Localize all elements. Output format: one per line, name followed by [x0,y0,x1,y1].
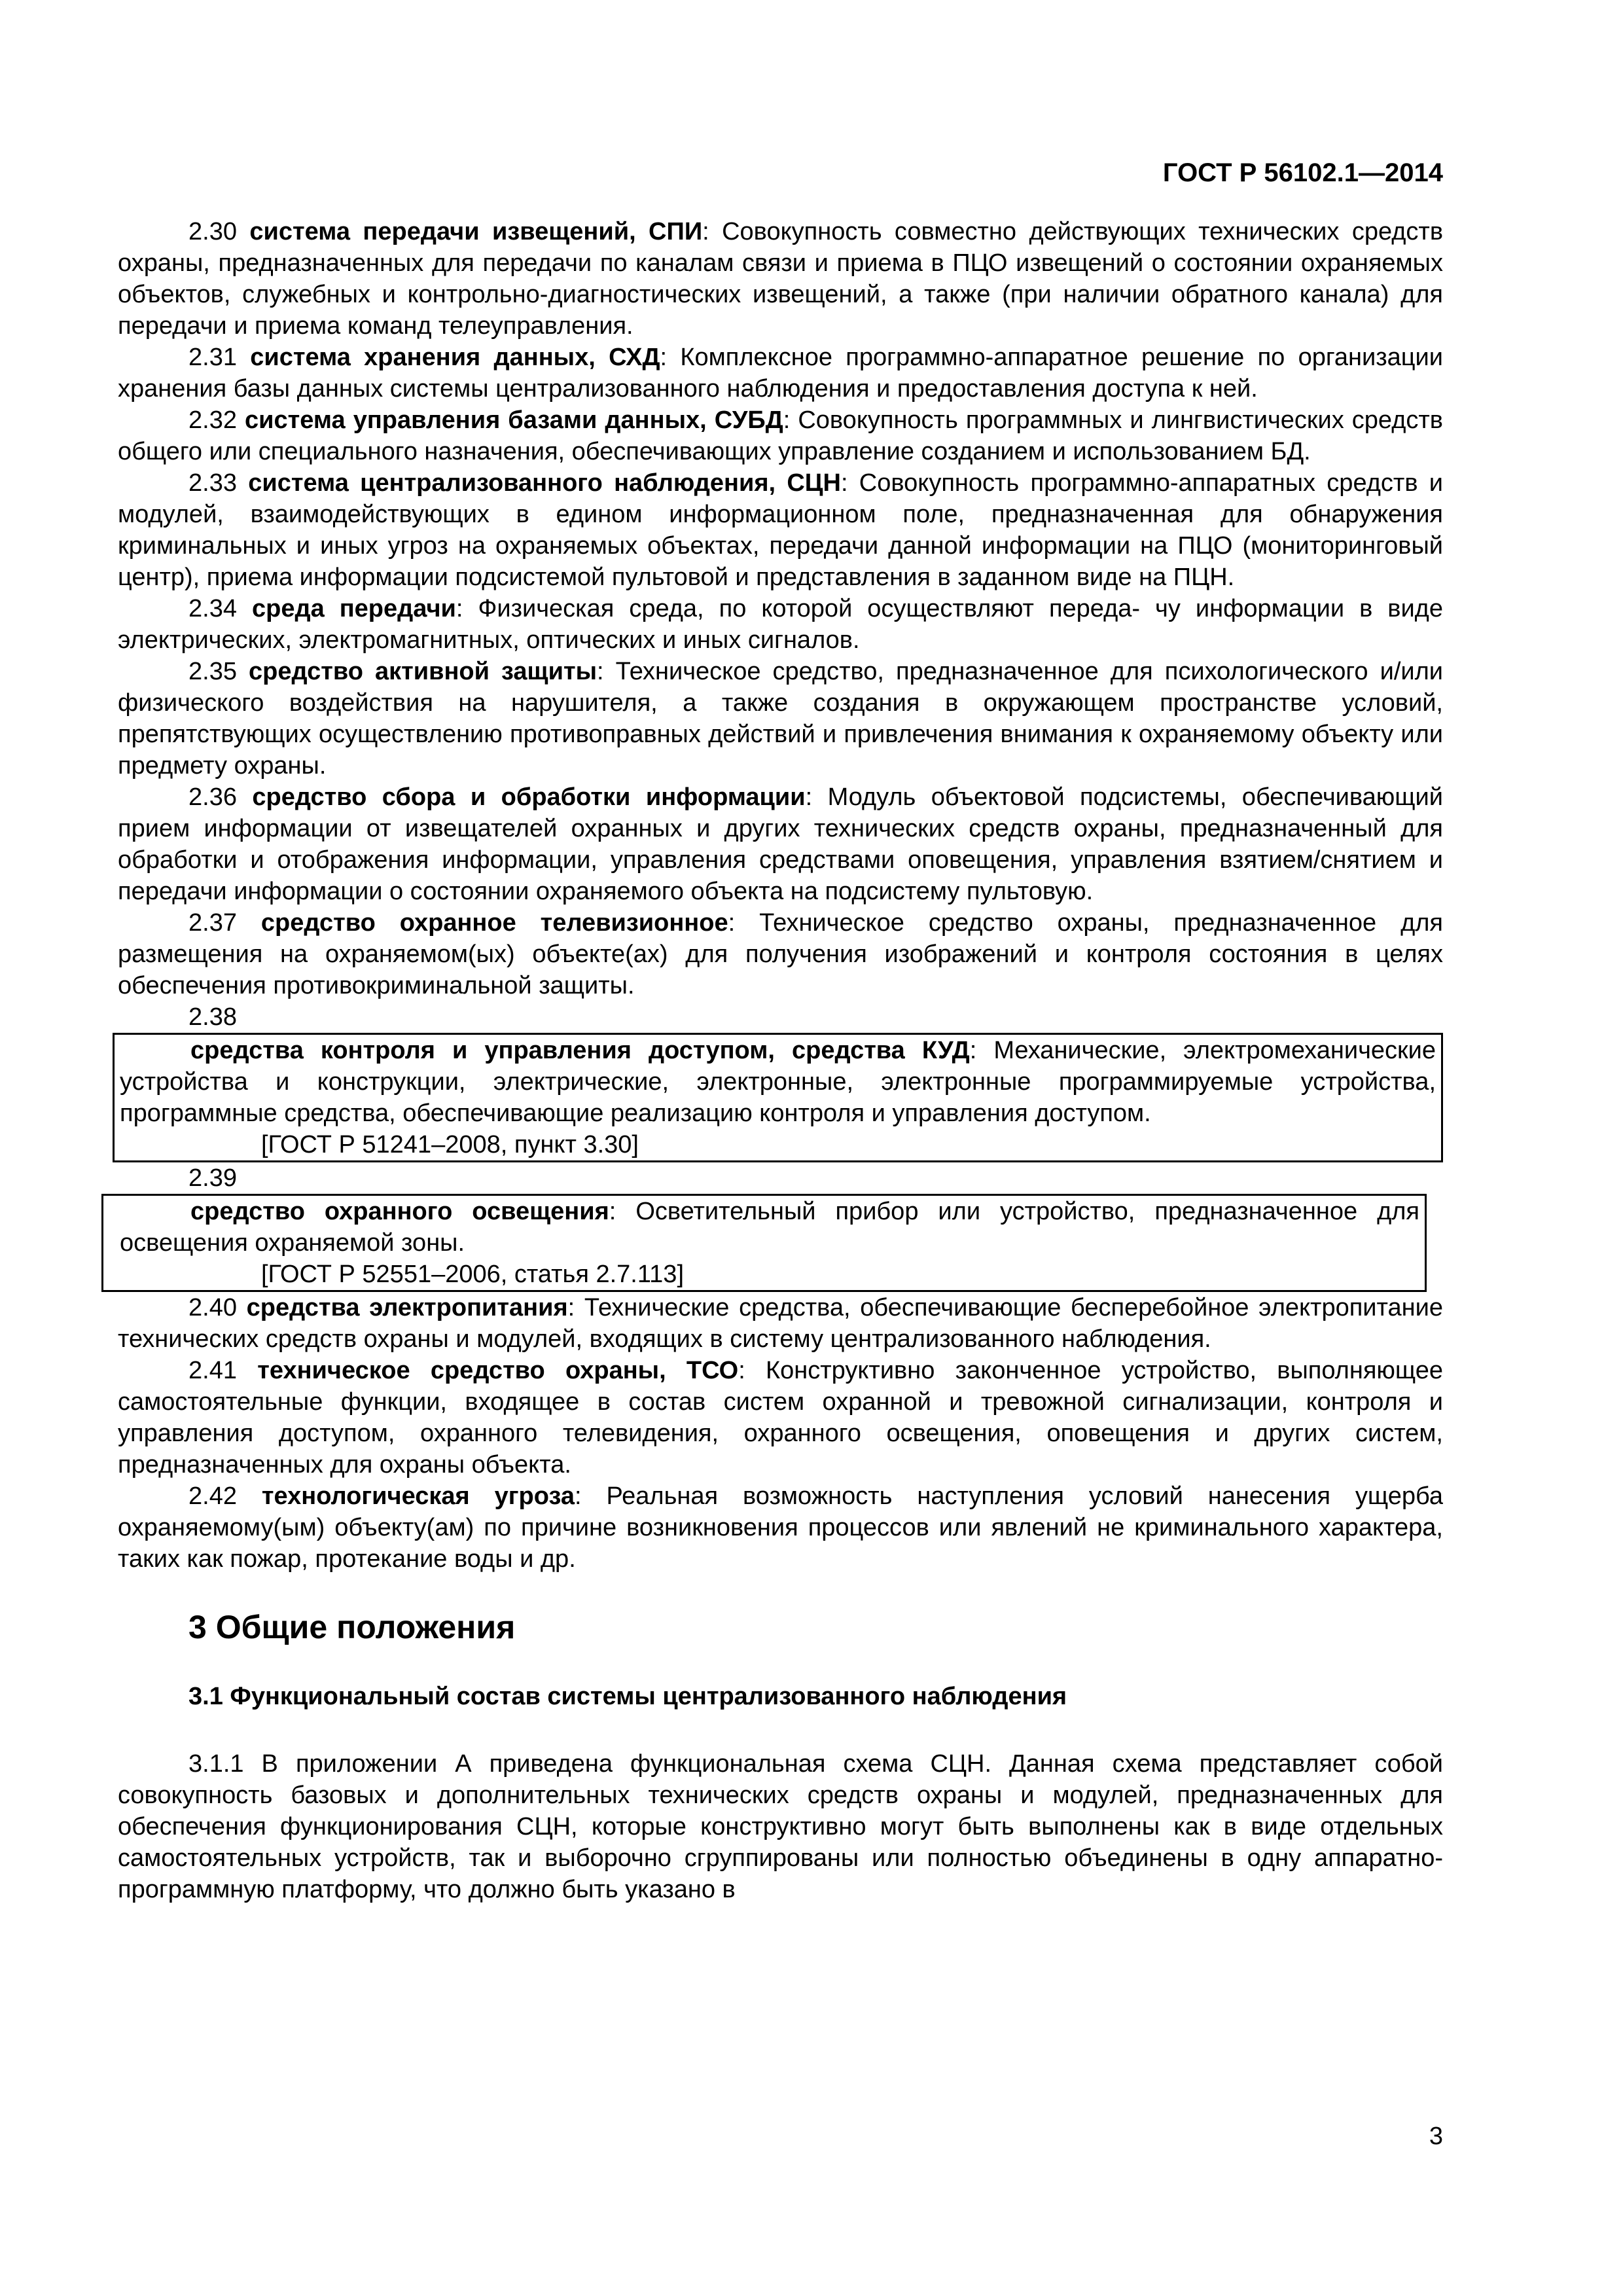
definition-text: : Совокупность программных и лингвистических средств общего или специального назначения, обеспечивающих управление созданием и использованием БД. [118,406,1443,465]
term-number: 2.35 [188,658,237,685]
term-entry [118,216,1443,342]
term-number: 2.41 [188,1357,237,1384]
definition-text: : Совокупность совместно действующих технических средств охраны, предназначенных для передачи по каналам связи и приема в ПЦО извещений о состоянии охраняемых объектов, служебных и контрольно-диагностических извещений, а также (при наличии обратного канала) для передачи и приема команд телеуправления. [118,218,1444,340]
page-content [118,216,1443,1905]
definitions-list-a [118,216,1443,1001]
term-name: средства контроля и управления доступом, средства КУД [190,1037,970,1064]
term-entry [118,656,1443,781]
term-definition [120,1196,1419,1259]
term-number: 2.42 [188,1482,237,1510]
definition-text: : Осветительный прибор или устройство, предназначенное для освещения охраняемой зоны. [120,1198,1419,1257]
definition-text: : Совокупность программно-аппаратных средств и модулей, взаимодействующих в едином информационном поле, предназначенная для обнаружения криминальных и иных угроз на охраняемых объектах, передачи данной информации на ПЦО (мониторинговый центр), приема информации подсистемой пультовой и представления в заданном виде на ПЦН. [118,469,1443,591]
subsection-heading: 3.1 Функциональный состав системы централизованного наблюдения [188,1683,1067,1710]
term-name: среда передачи [251,595,456,622]
term-name: система хранения данных, СХД [250,344,660,371]
definition-text: : Комплексное программно-аппаратное решение по организации хранения базы данных системы централизованного наблюдения и предоставления доступа к ней. [118,344,1443,403]
term-entry [118,1292,1443,1355]
term-entry [118,342,1443,404]
term-number: 2.37 [188,909,237,937]
definition-text: : Технические средства, обеспечивающие бесперебойное электропитание технических средств охраны и модулей, входящих в систему централизованного наблюдения. [118,1294,1443,1353]
term-name: система централизованного наблюдения, СЦН [248,469,841,497]
term-number: 2.40 [188,1294,237,1321]
source-reference: [ГОСТ Р 51241–2008, пункт 3.30] [261,1131,639,1158]
definition-text: : Модуль объектовой подсистемы, обеспечивающий прием информации от извещателей охранных и других технических средств охраны, предназначенный для обработки и отображения информации, управления средствами оповещения, управления взятием/снятием и передачи информации о состоянии охраняемого объекта на подсистему пультовую. [118,783,1443,905]
definitions-list-b [118,1292,1443,1575]
term-number: 2.36 [188,783,237,811]
term-entry [118,467,1443,593]
term-entry [118,404,1443,467]
term-name: средство активной защиты [249,658,597,685]
source-reference: [ГОСТ Р 52551–2006, статья 2.7.113] [261,1261,684,1288]
term-name: средство охранного освещения [190,1198,609,1225]
body-paragraph: 3.1.1 В приложении А приведена функциональная схема СЦН. Данная схема представляет собой совокупность базовых и дополнительных технических средств охраны и модулей, предназначенных для обеспечения функционирования СЦН, которые конструктивно могут быть выполнены как в виде отдельных самостоятельных устройств, так и выборочно сгруппированы или полностью объединены в одну аппаратно-программную платформу, что должно быть указано в [118,1750,1443,1903]
term-name: система управления базами данных, СУБД [245,406,783,434]
term-number: 2.39 [188,1164,237,1192]
section-heading: 3 Общие положения [188,1609,516,1645]
definition-text: : Реальная возможность наступления условий нанесения ущерба охраняемому(ым) объекту(ам) по причине возникновения процессов или явлений не криминального характера, таких как пожар, протекание воды и др. [118,1482,1443,1573]
definition-text: : Механические, электромеханические устройства и конструкции, электрические, электронные, электронные программируемые устройства, программные средства, обеспечивающие реализацию контроля и управления доступом. [120,1037,1436,1127]
term-name: технологическая угроза [261,1482,575,1510]
term-number: 2.34 [188,595,237,622]
term-name: средство охранное телевизионное [260,909,728,937]
term-number: 2.38 [188,1003,237,1031]
term-entry [118,781,1443,907]
standard-code: ГОСТ Р 56102.1—2014 [1162,158,1443,187]
term-definition [120,1035,1436,1129]
term-name: техническое средство охраны, ТСО [257,1357,739,1384]
term-number: 2.31 [188,344,237,371]
term-entry [118,593,1443,656]
term-number: 2.32 [188,406,237,434]
definition-text: : Физическая среда, по которой осуществляют переда- чу информации в виде электрических, электромагнитных, оптических и иных сигналов. [118,595,1443,654]
term-entry [118,1355,1443,1480]
term-name: средство сбора и обработки информации [252,783,806,811]
page-number: 3 [1429,2123,1443,2150]
term-name: система передачи извещений, СПИ [249,218,703,245]
term-number: 2.33 [188,469,237,497]
quoted-definition-box [101,1194,1427,1292]
term-entry [118,1480,1443,1575]
term-number: 2.30 [188,218,237,245]
definition-text: : Техническое средство охраны, предназначенное для размещения на охраняемом(ых) объекте(ах) для получения изображений и контроля состояния в целях обеспечения противокриминальной защиты. [118,909,1443,999]
term-entry [118,907,1443,1001]
definition-text: : Техническое средство, предназначенное для психологического и/или физического воздействия на нарушителя, а также создания в окружающем пространстве условий, препятствующих осуществлению противоправных действий и привлечения внимания к охраняемому объекту или предмету охраны. [118,658,1443,780]
definition-text: : Конструктивно законченное устройство, выполняющее самостоятельные функции, входящее в состав систем охранной и тревожной сигнализации, контроля и управления доступом, охранного телевидения, охранного освещения, оповещения и других систем, предназначенных для охраны объекта. [118,1357,1443,1479]
term-name: средства электропитания [246,1294,568,1321]
quoted-definition-box [113,1033,1443,1162]
